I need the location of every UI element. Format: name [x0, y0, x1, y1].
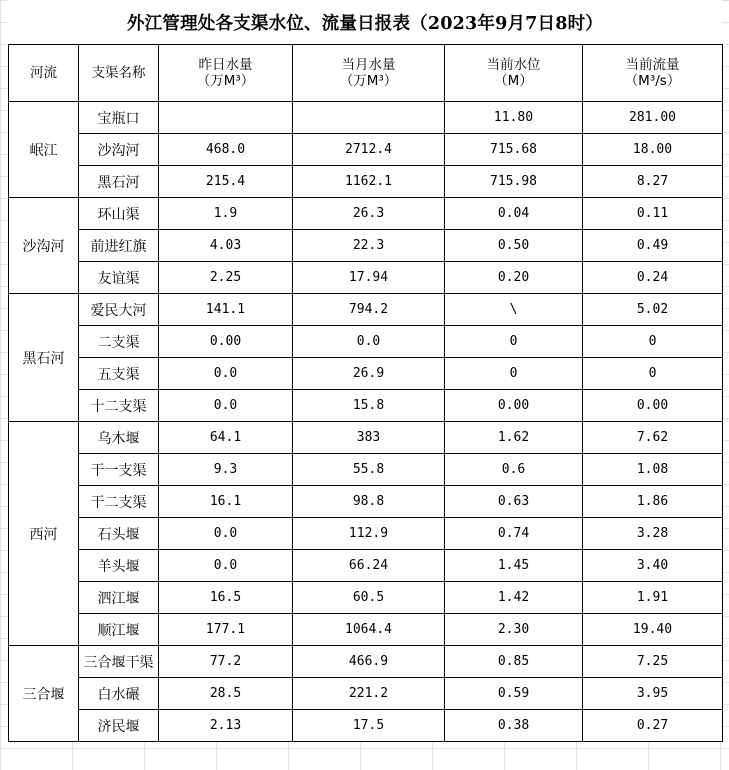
yesterday-cell: 9.3 [159, 454, 293, 486]
month-cell [293, 102, 445, 134]
flow-cell: 19.40 [583, 614, 723, 646]
header-month [293, 45, 445, 102]
flow-cell: 1.86 [583, 486, 723, 518]
header-flow-label: 当前流量 [625, 57, 680, 73]
yesterday-cell: 1.9 [159, 198, 293, 230]
month-cell: 26.9 [293, 358, 445, 390]
table-row [9, 294, 723, 326]
table-row [9, 614, 723, 646]
level-cell: 0.74 [445, 518, 583, 550]
branch-name-cell: 沙沟河 [79, 134, 159, 166]
month-cell: 26.3 [293, 198, 445, 230]
level-cell: 0.20 [445, 262, 583, 294]
river-cell: 黑石河 [9, 294, 79, 422]
yesterday-cell: 4.03 [159, 230, 293, 262]
flow-cell: 1.08 [583, 454, 723, 486]
flow-cell: 7.25 [583, 646, 723, 678]
month-cell: 55.8 [293, 454, 445, 486]
branch-name-cell: 干二支渠 [79, 486, 159, 518]
level-cell: 0.6 [445, 454, 583, 486]
level-cell: 0.85 [445, 646, 583, 678]
branch-name-cell: 济民堰 [79, 710, 159, 742]
level-cell: 0.59 [445, 678, 583, 710]
month-cell: 0.0 [293, 326, 445, 358]
river-cell: 岷江 [9, 102, 79, 198]
flow-cell: 8.27 [583, 166, 723, 198]
table-row [9, 262, 723, 294]
river-cell: 沙沟河 [9, 198, 79, 294]
yesterday-cell: 468.0 [159, 134, 293, 166]
level-cell: 1.45 [445, 550, 583, 582]
yesterday-cell: 0.0 [159, 358, 293, 390]
flow-cell: 0 [583, 358, 723, 390]
report-table [8, 44, 723, 742]
level-cell: 0.50 [445, 230, 583, 262]
level-cell: 0.04 [445, 198, 583, 230]
title-area [8, 0, 722, 44]
yesterday-cell: 215.4 [159, 166, 293, 198]
month-cell: 466.9 [293, 646, 445, 678]
level-cell: 715.68 [445, 134, 583, 166]
month-cell: 221.2 [293, 678, 445, 710]
level-cell: 0 [445, 326, 583, 358]
yesterday-cell: 177.1 [159, 614, 293, 646]
yesterday-cell: 141.1 [159, 294, 293, 326]
branch-name-cell: 干一支渠 [79, 454, 159, 486]
month-cell: 17.94 [293, 262, 445, 294]
yesterday-cell: 0.0 [159, 518, 293, 550]
month-cell: 794.2 [293, 294, 445, 326]
branch-name-cell: 石头堰 [79, 518, 159, 550]
month-cell: 66.24 [293, 550, 445, 582]
month-cell: 1162.1 [293, 166, 445, 198]
level-cell: 715.98 [445, 166, 583, 198]
header-level [445, 45, 583, 102]
header-flow [583, 45, 723, 102]
table-row [9, 230, 723, 262]
table-header [9, 45, 723, 102]
yesterday-cell: 2.25 [159, 262, 293, 294]
branch-name-cell: 羊头堰 [79, 550, 159, 582]
flow-cell: 0 [583, 326, 723, 358]
branch-name-cell: 泗江堰 [79, 582, 159, 614]
table-row [9, 518, 723, 550]
month-cell: 98.8 [293, 486, 445, 518]
flow-cell: 1.91 [583, 582, 723, 614]
branch-name-cell: 宝瓶口 [79, 102, 159, 134]
header-river: 河流 [9, 45, 79, 102]
branch-name-cell: 十二支渠 [79, 390, 159, 422]
header-flow-unit: （M³/s） [624, 73, 681, 89]
table-row [9, 326, 723, 358]
flow-cell: 281.00 [583, 102, 723, 134]
flow-cell: 0.00 [583, 390, 723, 422]
table-row [9, 102, 723, 134]
branch-name-cell: 爱民大河 [79, 294, 159, 326]
flow-cell: 5.02 [583, 294, 723, 326]
level-cell: 1.62 [445, 422, 583, 454]
level-cell: 1.42 [445, 582, 583, 614]
table-body [9, 102, 723, 742]
river-cell: 三合堰 [9, 646, 79, 742]
month-cell: 383 [293, 422, 445, 454]
table-row [9, 646, 723, 678]
branch-name-cell: 五支渠 [79, 358, 159, 390]
header-yesterday-label: 昨日水量 [198, 57, 253, 73]
level-cell: 2.30 [445, 614, 583, 646]
table-row [9, 422, 723, 454]
header-level-unit: （M） [494, 73, 533, 89]
table-row [9, 550, 723, 582]
table-row [9, 582, 723, 614]
branch-name-cell: 三合堰干渠 [79, 646, 159, 678]
month-cell: 60.5 [293, 582, 445, 614]
branch-name-cell: 友谊渠 [79, 262, 159, 294]
flow-cell: 0.11 [583, 198, 723, 230]
table-row [9, 198, 723, 230]
flow-cell: 7.62 [583, 422, 723, 454]
level-cell: 0 [445, 358, 583, 390]
month-cell: 22.3 [293, 230, 445, 262]
table-row [9, 454, 723, 486]
report-title: 外江管理处各支渠水位、流量日报表（2023年9月7日8时） [126, 13, 604, 34]
level-cell: 0.00 [445, 390, 583, 422]
flow-cell: 3.95 [583, 678, 723, 710]
month-cell: 2712.4 [293, 134, 445, 166]
header-level-label: 当前水位 [486, 57, 541, 73]
table-row [9, 390, 723, 422]
yesterday-cell: 28.5 [159, 678, 293, 710]
yesterday-cell: 16.1 [159, 486, 293, 518]
header-month-label: 当月水量 [341, 57, 396, 73]
yesterday-cell: 0.0 [159, 550, 293, 582]
flow-cell: 0.24 [583, 262, 723, 294]
yesterday-cell: 2.13 [159, 710, 293, 742]
branch-name-cell: 顺江堰 [79, 614, 159, 646]
table-row [9, 358, 723, 390]
month-cell: 17.5 [293, 710, 445, 742]
table-row [9, 678, 723, 710]
level-cell: 0.38 [445, 710, 583, 742]
flow-cell: 3.28 [583, 518, 723, 550]
table-row [9, 166, 723, 198]
header-branch: 支渠名称 [79, 45, 159, 102]
yesterday-cell: 77.2 [159, 646, 293, 678]
yesterday-cell: 0.00 [159, 326, 293, 358]
branch-name-cell: 二支渠 [79, 326, 159, 358]
month-cell: 15.8 [293, 390, 445, 422]
level-cell: \ [445, 294, 583, 326]
branch-name-cell: 白水碾 [79, 678, 159, 710]
branch-name-cell: 黑石河 [79, 166, 159, 198]
branch-name-cell: 前进红旗 [79, 230, 159, 262]
table-row [9, 710, 723, 742]
yesterday-cell: 64.1 [159, 422, 293, 454]
yesterday-cell [159, 102, 293, 134]
month-cell: 1064.4 [293, 614, 445, 646]
flow-cell: 0.49 [583, 230, 723, 262]
branch-name-cell: 乌木堰 [79, 422, 159, 454]
yesterday-cell: 16.5 [159, 582, 293, 614]
header-month-unit: （万M³） [339, 73, 398, 89]
month-cell: 112.9 [293, 518, 445, 550]
header-yesterday [159, 45, 293, 102]
branch-name-cell: 环山渠 [79, 198, 159, 230]
header-yesterday-unit: （万M³） [196, 73, 255, 89]
table-row [9, 486, 723, 518]
flow-cell: 18.00 [583, 134, 723, 166]
yesterday-cell: 0.0 [159, 390, 293, 422]
header-row [9, 45, 723, 102]
level-cell: 11.80 [445, 102, 583, 134]
level-cell: 0.63 [445, 486, 583, 518]
flow-cell: 3.40 [583, 550, 723, 582]
river-cell: 西河 [9, 422, 79, 646]
table-row [9, 134, 723, 166]
flow-cell: 0.27 [583, 710, 723, 742]
